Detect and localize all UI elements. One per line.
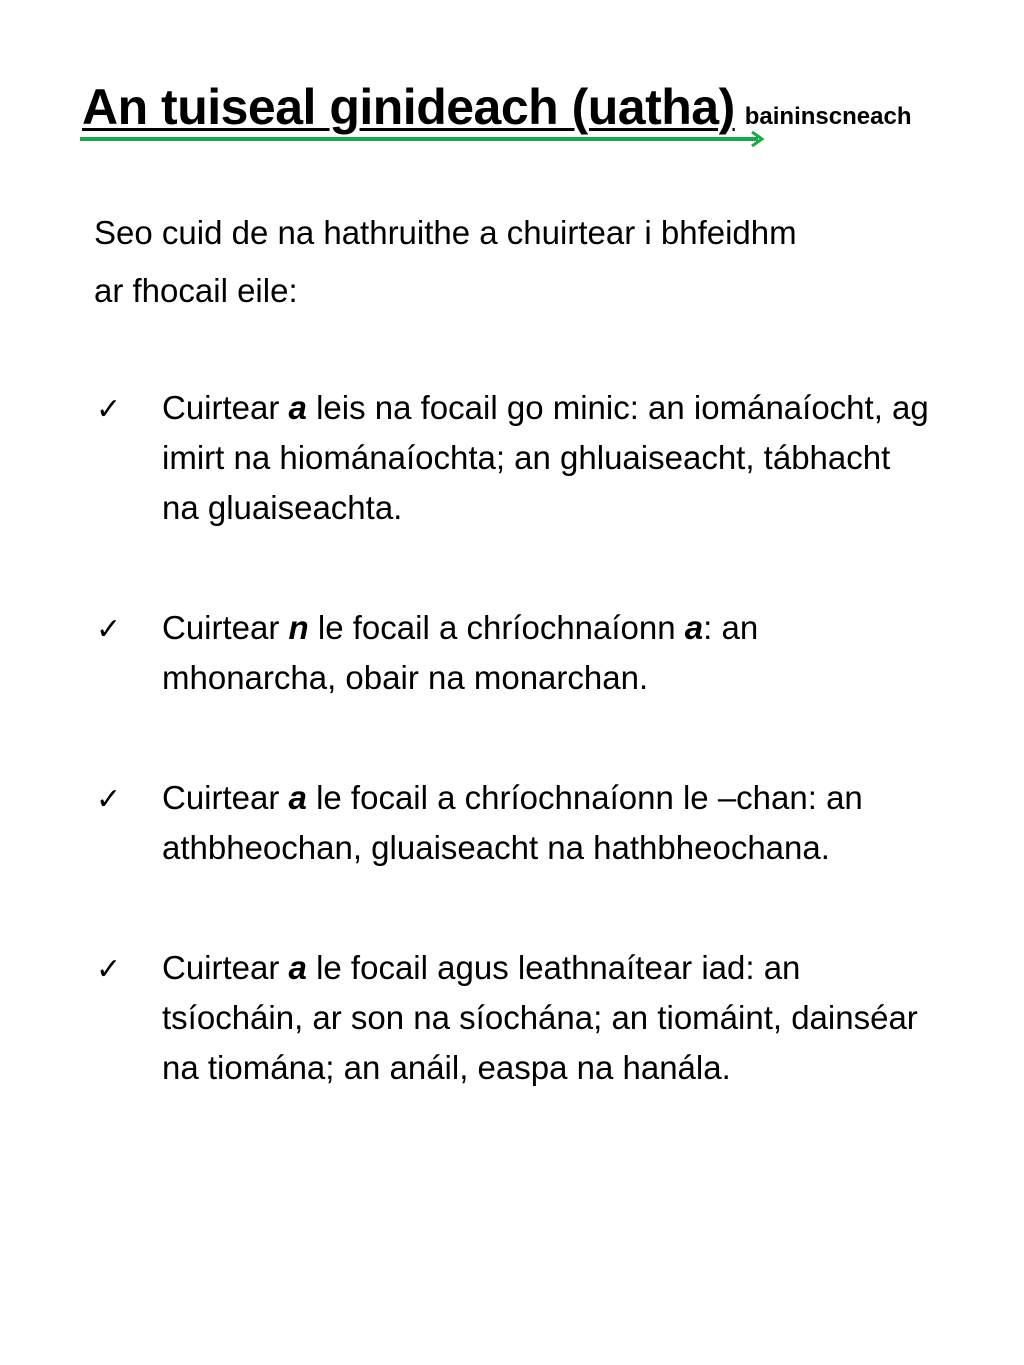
list-item: [96, 773, 936, 873]
bullet-lead: Cuirtear: [162, 389, 289, 426]
intro-line-1: Seo cuid de na hathruithe a chuirtear i bhfeidhm: [94, 214, 797, 251]
bullet-emphasis-2: a: [684, 609, 704, 646]
page-subtitle: baininscneach: [744, 103, 912, 130]
checkmark-icon: ✓: [96, 612, 122, 647]
bullet-mid: le focail a chríochnaíonn: [308, 609, 685, 646]
bullet-lead: Cuirtear: [162, 609, 289, 646]
bullet-lead: Cuirtear: [162, 949, 289, 986]
intro-line-2: ar fhocail eile:: [94, 272, 298, 309]
bullet-emphasis: a: [288, 779, 307, 816]
bullet-list: [96, 383, 936, 1093]
list-item: [96, 603, 936, 703]
bullet-text: : an mhonarcha, obair na monarchan.: [162, 609, 759, 696]
checkmark-icon: ✓: [96, 392, 122, 427]
list-item: [96, 943, 936, 1093]
bullet-emphasis: a: [288, 389, 307, 426]
green-arrow-underline: [78, 128, 768, 150]
bullet-emphasis: a: [288, 949, 307, 986]
bullet-lead: Cuirtear: [162, 779, 289, 816]
checkmark-icon: ✓: [96, 782, 122, 817]
bullet-text: leis na focail go minic: an iománaíocht, ag imirt na hiománaíochta; an ghluaiseacht, tábhacht na gluaiseachta.: [162, 389, 929, 526]
list-item: [96, 383, 936, 533]
bullet-text: le focail a chríochnaíonn le –chan: an athbheochan, gluaiseacht na hathbheochana.: [162, 779, 863, 866]
intro-paragraph: [94, 204, 954, 320]
checkmark-icon: ✓: [96, 952, 122, 987]
page-title: An tuiseal ginideach (uatha): [82, 79, 735, 135]
bullet-text: le focail agus leathnaítear iad: an tsíocháin, ar son na síochána; an tiomáint, dainséar na tiomána; an anáil, easpa na hanála.: [162, 949, 918, 1086]
bullet-emphasis: n: [288, 609, 309, 646]
